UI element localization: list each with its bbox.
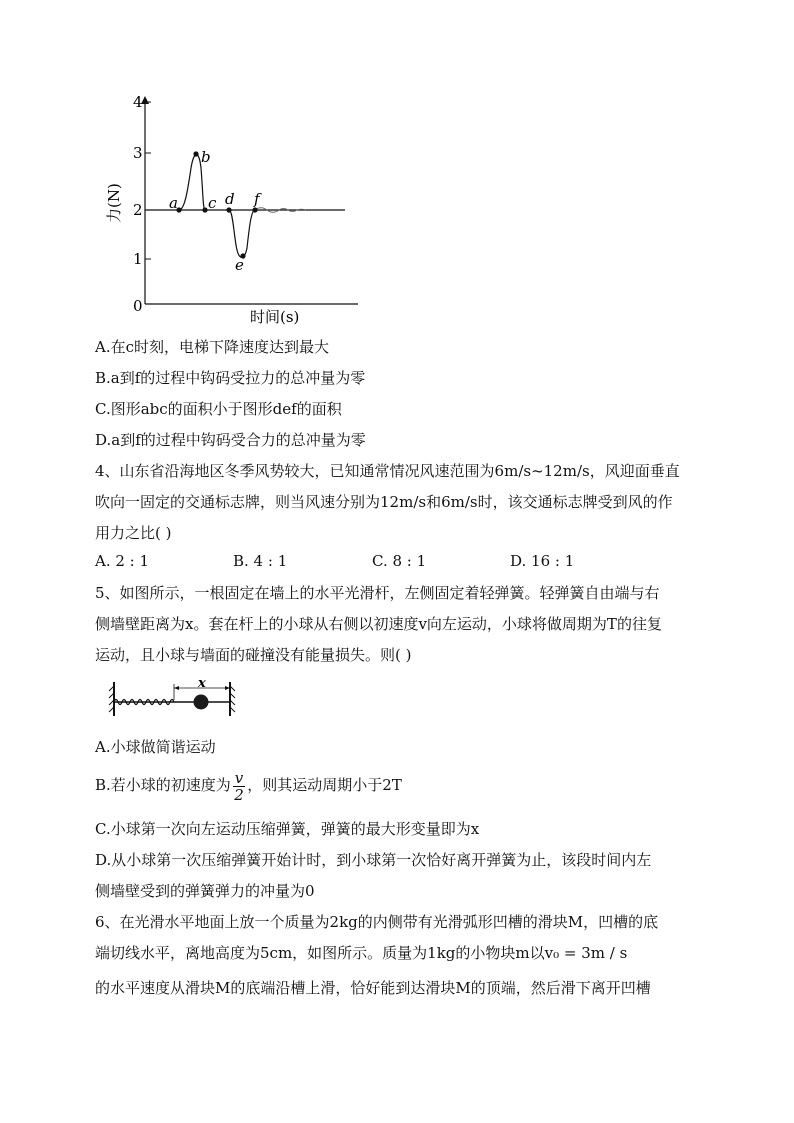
q4-stem-line3: 用力之比( ) [95, 524, 172, 542]
force-curve-down [229, 210, 255, 257]
q5-option-c: C.小球第一次向左运动压缩弹簧，弹簧的最大形变量即为x [95, 820, 480, 838]
q4-option-b: B. 4 : 1 [233, 552, 288, 570]
q5-option-d-line2: 侧墙壁受到的弹簧弹力的冲量为0 [95, 882, 315, 900]
q6-stem-line2: 端切线水平，离地高度为5cm，如图所示。质量为1kg的小物块m以v₀ = 3m / s [95, 944, 628, 962]
q5-option-b-prefix: B.若小球的初速度为 [95, 776, 231, 794]
point-d [226, 207, 231, 212]
y-axis-label: 力(N) [105, 183, 123, 223]
fraction-numerator: v [234, 768, 244, 787]
y-tick-label-0: 0 [133, 297, 143, 315]
point-label-f: f [254, 190, 260, 208]
q4-stem-line2: 吹向一固定的交通标志牌，则当风速分别为12m/s和6m/s时，该交通标志牌受到风的作 [95, 493, 673, 511]
point-label-b: b [201, 148, 211, 166]
point-c [202, 207, 207, 212]
force-time-graph [95, 88, 375, 328]
q5-option-a: A.小球做简谐运动 [95, 738, 216, 756]
q5-option-d-line1: D.从小球第一次压缩弹簧开始计时，到小球第一次恰好离开弹簧为止，该段时间内左 [95, 851, 652, 869]
y-tick-label-4: 4 [133, 93, 143, 111]
spring-ball-svg [105, 676, 240, 724]
y-tick-label-1: 1 [133, 250, 143, 268]
q5-stem-line1: 5、如图所示，一根固定在墙上的水平光滑杆，左侧固定着轻弹簧。轻弹簧自由端与右 [95, 584, 660, 602]
point-b [193, 151, 198, 156]
q6-stem-line1: 6、在光滑水平地面上放一个质量为2kg的内侧带有光滑弧形凹槽的滑块M，凹槽的底 [95, 913, 659, 931]
q5-option-b-suffix: ，则其运动周期小于2T [247, 776, 402, 794]
dimension-label-x: x [198, 676, 206, 691]
q3-option-a: A.在c时刻，电梯下降速度达到最大 [95, 338, 330, 356]
point-label-c: c [208, 194, 217, 212]
fraction-denominator: 2 [234, 785, 244, 804]
point-label-e: e [235, 256, 244, 274]
q5-stem-line2: 侧墙壁距离为x。套在杆上的小球从右侧以初速度v向左运动，小球将做周期为T的往复 [95, 615, 662, 633]
ball [194, 695, 209, 710]
force-time-chart-svg [95, 88, 375, 328]
y-tick-label-2: 2 [133, 201, 143, 219]
q4-stem-line1: 4、山东省沿海地区冬季风势较大，已知通常情况风速范围为6m/s~12m/s，风迎面垂直 [95, 462, 680, 480]
q4-option-c: C. 8 : 1 [372, 552, 427, 570]
q3-option-c: C.图形abc的面积小于图形def的面积 [95, 400, 342, 418]
fraction-v-over-2 [233, 770, 245, 803]
q3-option-d: D.a到f的过程中钩码受合力的总冲量为零 [95, 431, 366, 449]
point-label-d: d [225, 190, 235, 208]
point-f [252, 207, 257, 212]
q4-option-d: D. 16 : 1 [510, 552, 575, 570]
x-axis-label: 时间(s) [250, 308, 300, 326]
point-label-a: a [169, 194, 178, 212]
q3-option-b: B.a到f的过程中钩码受拉力的总冲量为零 [95, 369, 366, 387]
q5-stem-line3: 运动，且小球与墙面的碰撞没有能量损失。则( ) [95, 646, 412, 664]
q6-stem-line3: 的水平速度从滑块M的底端沿槽上滑，恰好能到达滑块M的顶端，然后滑下离开凹槽 [95, 979, 651, 997]
spring-ball-figure [105, 676, 240, 724]
q5-option-b [95, 768, 402, 803]
q4-option-a: A. 2 : 1 [95, 552, 150, 570]
y-tick-label-3: 3 [133, 144, 143, 162]
